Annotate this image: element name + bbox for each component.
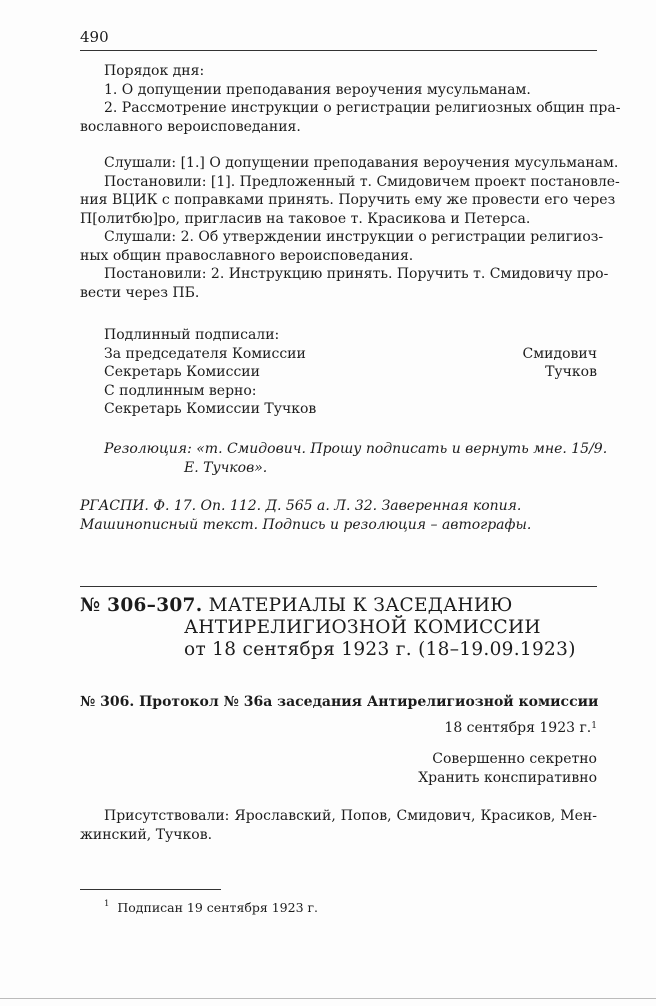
footnote xyxy=(104,900,318,915)
heard-1: Слушали: [1.] О допущении преподавания вероучения мусульманам. xyxy=(104,155,619,171)
archive-line-1: РГАСПИ. Ф. 17. Оп. 112. Д. 565 а. Л. 32. Заверенная копия. xyxy=(80,498,522,514)
header-rule xyxy=(80,50,597,51)
decided-1-line-1: Постановили: [1]. Предложенный т. Смидовичем проект постановле- xyxy=(104,173,620,190)
footnote-mark: 1 xyxy=(104,899,110,909)
original-signed-label: Подлинный подписали: xyxy=(104,327,280,343)
decided-1-line-3: П[олитбю]ро, пригласив на таковое т. Красикова и Петерса. xyxy=(80,210,531,227)
page-bottom-edge xyxy=(0,998,656,999)
section-title-1: МАТЕРИАЛЫ К ЗАСЕДАНИЮ xyxy=(208,595,513,616)
agenda xyxy=(80,62,621,136)
classification-line-2: Хранить конспиративно xyxy=(418,770,597,786)
page-number: 490 xyxy=(80,28,109,46)
document-date xyxy=(80,719,597,738)
decided-2-line-1: Постановили: 2. Инструкцию принять. Поручить т. Смидовичу про- xyxy=(104,266,609,282)
signature-row-secretary xyxy=(80,363,597,382)
section-heading-line-1 xyxy=(80,595,576,617)
heard-2-line-1: Слушали: 2. Об утверждении инструкции о регистрации религиоз- xyxy=(104,229,604,245)
document-title: № 306. Протокол № 36а заседания Антирелигиозной комиссии xyxy=(80,694,599,710)
decided-2-line-2: вести через ПБ. xyxy=(80,284,200,301)
secretary-label: Секретарь Комиссии xyxy=(104,364,260,380)
section-title-2: АНТИРЕЛИГИОЗНОЙ КОМИССИИ xyxy=(184,617,541,638)
chair-name: Смидович xyxy=(522,345,597,362)
archive-reference xyxy=(80,497,597,534)
footnote-ref: 1 xyxy=(591,721,597,731)
heard-2-line-2: ных общин православного вероисповедания. xyxy=(80,247,414,264)
minutes xyxy=(80,154,620,302)
present-list xyxy=(80,807,597,844)
classification-line-1: Совершенно секретно xyxy=(432,751,597,767)
agenda-item-1: 1. О допущении преподавания вероучения мусульманам. xyxy=(104,81,531,98)
classification xyxy=(80,750,597,788)
section-heading xyxy=(80,595,576,661)
archive-line-2: Машинописный текст. Подпись и резолюция – автографы. xyxy=(80,516,532,533)
present-line-2: жинский, Тучков. xyxy=(80,826,213,843)
signatures xyxy=(80,326,597,419)
section-rule xyxy=(80,586,597,587)
footnote-text: Подписан 19 сентября 1923 г. xyxy=(117,900,319,915)
resolution xyxy=(80,440,608,477)
decided-1-line-2: ния ВЦИК с поправками принять. Поручить ему же провести его через xyxy=(80,192,616,208)
agenda-item-2-line-2: вославного вероисповедания. xyxy=(80,118,301,135)
date-text: 18 сентября 1923 г. xyxy=(444,720,592,736)
section-number: № 306–307. xyxy=(80,595,203,616)
agenda-title: Порядок дня: xyxy=(104,63,205,79)
resolution-line-2: Е. Тучков». xyxy=(184,459,268,476)
secretary-name: Тучков xyxy=(545,364,597,380)
true-copy-label: С подлинным верно: xyxy=(104,382,257,399)
resolution-line-1: Резолюция: «т. Смидович. Прошу подписать и вернуть мне. 15/9. xyxy=(104,441,608,457)
section-title-3: от 18 сентября 1923 г. (18–19.09.1923) xyxy=(184,639,576,660)
signature-row-chair xyxy=(80,345,597,364)
chair-label: За председателя Комиссии xyxy=(104,345,306,362)
footnote-rule xyxy=(80,889,221,890)
agenda-item-2-line-1: 2. Рассмотрение инструкции о регистрации религиозных общин пра- xyxy=(104,100,621,116)
present-line-1: Присутствовали: Ярославский, Попов, Смидович, Красиков, Мен- xyxy=(104,808,597,824)
secretary-line: Секретарь Комиссии Тучков xyxy=(104,401,317,417)
